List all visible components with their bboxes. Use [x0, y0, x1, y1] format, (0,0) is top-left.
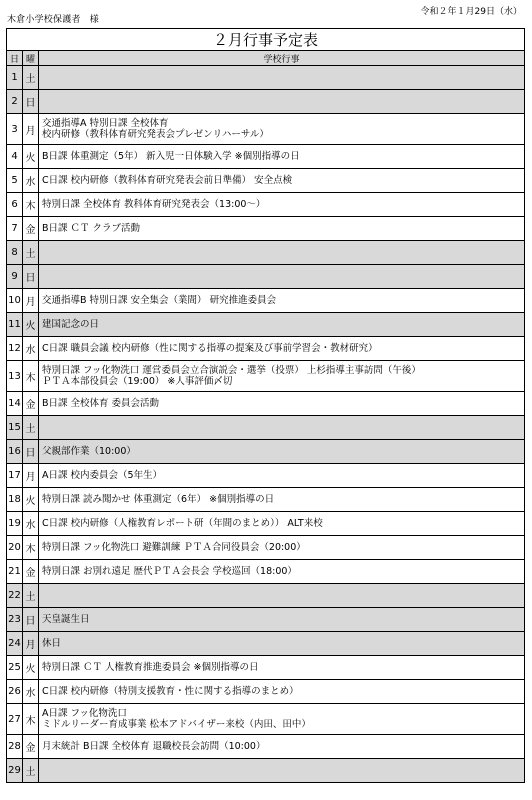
- day-of-week: 月: [23, 289, 39, 313]
- event-text: ミドルリーダー育成事業 松本アドバイザー来校（内田、田中）: [42, 719, 311, 730]
- day-of-week: 火: [23, 313, 39, 337]
- day-number: 16: [7, 440, 23, 464]
- schedule-row: [7, 560, 525, 584]
- event-text: 特別日課 フッ化物洗口 運営委員会立合演説会・選挙（投票） 上杉指導主事訪問（午後）: [42, 365, 421, 376]
- event-text: C日課 職員会議 校内研修（性に関する指導の提案及び事前学習会・教材研究）: [42, 343, 378, 354]
- schedule-table: [6, 28, 525, 783]
- day-number: 9: [7, 265, 23, 289]
- event-text: B日課 体重測定（5年） 新入児一日体験入学 ※個別指導の日: [42, 151, 300, 162]
- event-text: 特別日課 全校体育 教科体育研究発表会（13:00～）: [42, 199, 266, 210]
- column-header-day: 日: [7, 51, 23, 66]
- day-of-week: 土: [23, 584, 39, 608]
- day-of-week: 火: [23, 488, 39, 512]
- event-text: C日課 校内研修（特別支援教育・性に関する指導のまとめ）: [42, 686, 299, 697]
- event-text: 交通指導A 特別日課 全校体育: [42, 118, 169, 129]
- schedule-row: [7, 145, 525, 169]
- schedule-row: [7, 440, 525, 464]
- event-text: 特別日課 お別れ遠足 歴代ＰＴＡ会長会 学校巡回（18:00）: [42, 566, 297, 577]
- event-cell: [39, 169, 525, 193]
- schedule-row: [7, 217, 525, 241]
- day-number: 15: [7, 416, 23, 440]
- day-number: 14: [7, 392, 23, 416]
- event-text: ＰＴＡ本部役員会（19:00） ※人事評価〆切: [42, 376, 233, 387]
- day-number: 10: [7, 289, 23, 313]
- day-of-week: 月: [23, 632, 39, 656]
- event-cell: [39, 145, 525, 169]
- day-number: 26: [7, 680, 23, 704]
- day-of-week: 水: [23, 512, 39, 536]
- day-of-week: 土: [23, 66, 39, 90]
- event-cell: [39, 114, 525, 145]
- day-of-week: 土: [23, 759, 39, 783]
- event-text: C日課 校内研修（人権教育レポート研（年間のまとめ）） ALT来校: [42, 518, 323, 529]
- event-cell: [39, 608, 525, 632]
- schedule-row: [7, 193, 525, 217]
- day-number: 3: [7, 114, 23, 145]
- event-cell: [39, 536, 525, 560]
- column-header-school-events: 学校行事: [39, 51, 525, 66]
- schedule-row: [7, 735, 525, 759]
- event-cell: [39, 656, 525, 680]
- day-number: 6: [7, 193, 23, 217]
- day-number: 13: [7, 361, 23, 392]
- event-text: B日課 ＣＴ クラブ活動: [42, 223, 141, 234]
- schedule-row: [7, 464, 525, 488]
- event-cell: [39, 584, 525, 608]
- event-cell: [39, 337, 525, 361]
- day-number: 19: [7, 512, 23, 536]
- day-number: 2: [7, 90, 23, 114]
- day-number: 29: [7, 759, 23, 783]
- day-of-week: 木: [23, 193, 39, 217]
- event-text: 校内研修（教科体育研究発表会プレゼンリハーサル）: [42, 129, 269, 140]
- day-number: 4: [7, 145, 23, 169]
- schedule-row: [7, 488, 525, 512]
- schedule-row: [7, 241, 525, 265]
- day-of-week: 水: [23, 337, 39, 361]
- event-cell: [39, 680, 525, 704]
- page-header: [0, 0, 532, 28]
- event-cell: [39, 440, 525, 464]
- schedule-title: ２月行事予定表: [7, 29, 525, 51]
- day-of-week: 金: [23, 217, 39, 241]
- day-number: 8: [7, 241, 23, 265]
- schedule-row: [7, 759, 525, 783]
- schedule-row: [7, 512, 525, 536]
- schedule-row: [7, 289, 525, 313]
- day-number: 11: [7, 313, 23, 337]
- day-of-week: 木: [23, 361, 39, 392]
- event-text: 休日: [42, 638, 62, 649]
- recipient-line: 木倉小学校保護者 様: [7, 15, 100, 25]
- day-of-week: 火: [23, 656, 39, 680]
- schedule-row: [7, 337, 525, 361]
- day-number: 20: [7, 536, 23, 560]
- event-cell: [39, 416, 525, 440]
- schedule-row: [7, 632, 525, 656]
- event-cell: [39, 392, 525, 416]
- event-cell: [39, 560, 525, 584]
- schedule-row: [7, 704, 525, 735]
- schedule-row: [7, 114, 525, 145]
- day-of-week: 水: [23, 169, 39, 193]
- event-cell: [39, 512, 525, 536]
- day-of-week: 日: [23, 608, 39, 632]
- event-text: C日課 校内研修（教科体育研究発表会前日準備） 安全点検: [42, 175, 293, 186]
- day-number: 28: [7, 735, 23, 759]
- schedule-row: [7, 536, 525, 560]
- event-cell: [39, 759, 525, 783]
- day-of-week: 月: [23, 114, 39, 145]
- event-cell: [39, 265, 525, 289]
- event-text: A日課 校内委員会（5年生）: [42, 470, 163, 481]
- event-text: 月末統計 B日課 全校体育 退職校長会訪問（10:00）: [42, 741, 266, 752]
- day-of-week: 月: [23, 464, 39, 488]
- day-of-week: 金: [23, 735, 39, 759]
- day-of-week: 木: [23, 704, 39, 735]
- event-cell: [39, 193, 525, 217]
- schedule-row: [7, 584, 525, 608]
- schedule-row: [7, 361, 525, 392]
- schedule-row: [7, 90, 525, 114]
- day-number: 1: [7, 66, 23, 90]
- event-cell: [39, 313, 525, 337]
- event-cell: [39, 632, 525, 656]
- schedule-row: [7, 680, 525, 704]
- column-header-weekday: 曜: [23, 51, 39, 66]
- event-cell: [39, 735, 525, 759]
- day-of-week: 木: [23, 536, 39, 560]
- schedule-row: [7, 169, 525, 193]
- event-text: 特別日課 フッ化物洗口 避難訓練 ＰＴＡ合同役員会（20:00）: [42, 542, 306, 553]
- day-number: 22: [7, 584, 23, 608]
- day-number: 12: [7, 337, 23, 361]
- day-of-week: 土: [23, 241, 39, 265]
- day-of-week: 火: [23, 145, 39, 169]
- event-cell: [39, 488, 525, 512]
- event-cell: [39, 66, 525, 90]
- event-cell: [39, 704, 525, 735]
- day-number: 7: [7, 217, 23, 241]
- event-text: 交通指導B 特別日課 安全集会（業間） 研究推進委員会: [42, 295, 277, 306]
- schedule-row: [7, 392, 525, 416]
- schedule-row: [7, 313, 525, 337]
- day-of-week: 金: [23, 560, 39, 584]
- day-number: 25: [7, 656, 23, 680]
- schedule-row: [7, 66, 525, 90]
- event-text: 父親部作業（10:00）: [42, 446, 136, 457]
- event-cell: [39, 289, 525, 313]
- schedule-row: [7, 608, 525, 632]
- schedule-body: [7, 66, 525, 783]
- event-text: 天皇誕生日: [42, 614, 90, 625]
- event-cell: [39, 241, 525, 265]
- day-number: 24: [7, 632, 23, 656]
- day-number: 23: [7, 608, 23, 632]
- event-cell: [39, 361, 525, 392]
- day-number: 17: [7, 464, 23, 488]
- schedule-row: [7, 656, 525, 680]
- event-text: 特別日課 ＣＴ 人権教育推進委員会 ※個別指導の日: [42, 662, 259, 673]
- event-cell: [39, 217, 525, 241]
- day-of-week: 日: [23, 440, 39, 464]
- day-number: 18: [7, 488, 23, 512]
- day-of-week: 日: [23, 265, 39, 289]
- issue-date: 令和２年１月29日（水）: [420, 7, 522, 17]
- day-number: 27: [7, 704, 23, 735]
- day-of-week: 水: [23, 680, 39, 704]
- event-cell: [39, 464, 525, 488]
- day-of-week: 日: [23, 90, 39, 114]
- day-of-week: 金: [23, 392, 39, 416]
- schedule-row: [7, 265, 525, 289]
- day-number: 5: [7, 169, 23, 193]
- event-text: 特別日課 読み聞かせ 体重測定（6年） ※個別指導の日: [42, 494, 275, 505]
- event-text: A日課 フッ化物洗口: [42, 708, 127, 719]
- day-number: 21: [7, 560, 23, 584]
- schedule-row: [7, 416, 525, 440]
- event-text: 建国記念の日: [42, 319, 100, 330]
- day-of-week: 土: [23, 416, 39, 440]
- event-cell: [39, 90, 525, 114]
- event-text: B日課 全校体育 委員会活動: [42, 398, 160, 409]
